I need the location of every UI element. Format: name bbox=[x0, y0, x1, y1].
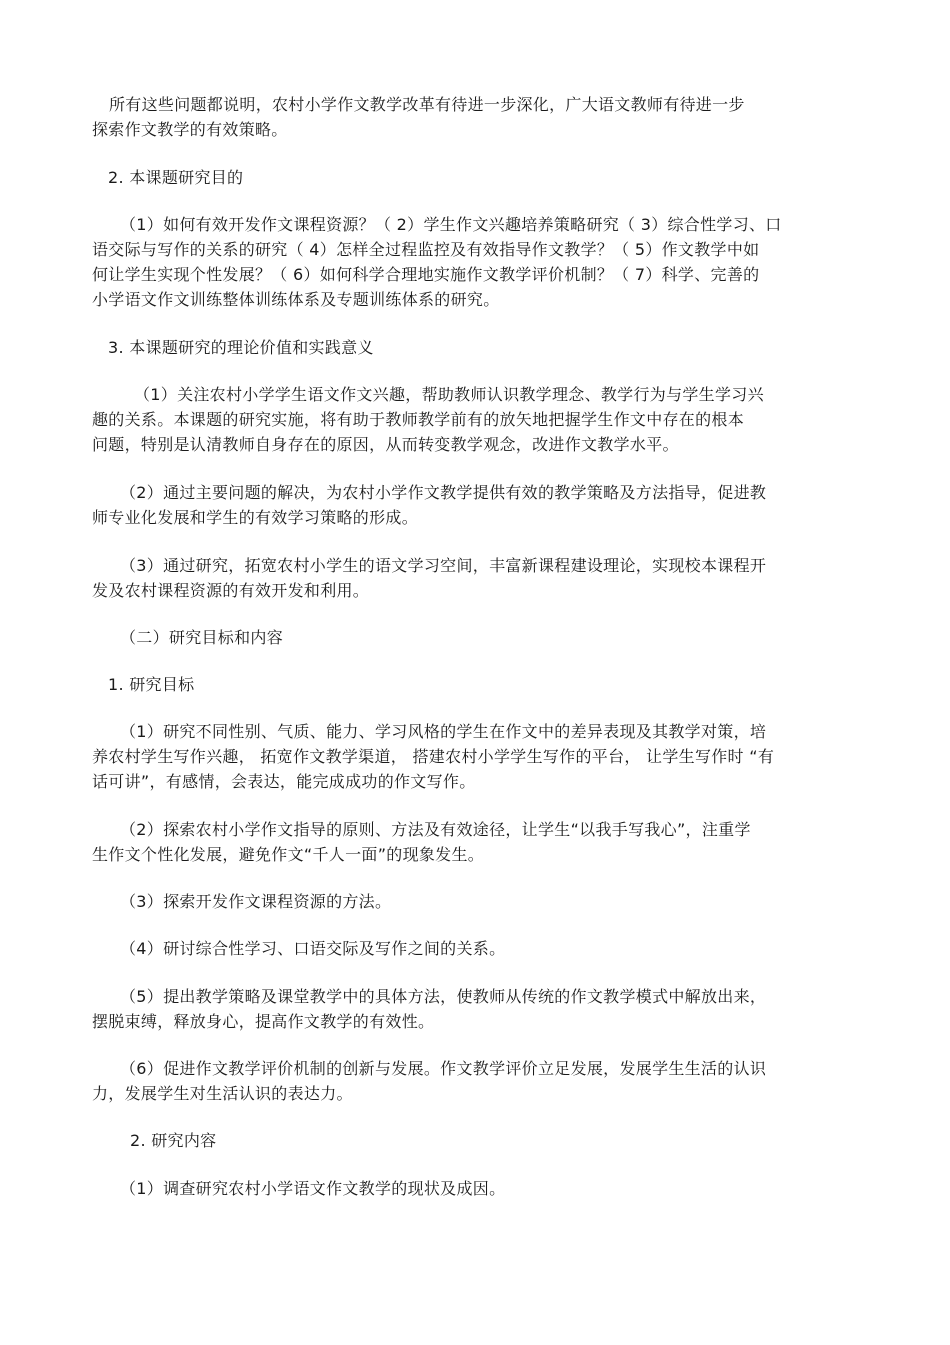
text-line: （2）探索农村小学作文指导的原则、方法及有效途径，让学生“以我手写我心”，注重学 bbox=[120, 820, 751, 839]
text-line: 力，发展学生对生活认识的表达力。 bbox=[92, 1084, 353, 1103]
text-line: 所有这些问题都说明，农村小学作文教学改革有待进一步深化，广大语文教师有待进一步 bbox=[109, 95, 745, 114]
text-line: 发及农村课程资源的有效开发和利用。 bbox=[92, 581, 370, 600]
section-heading: 2. 研究内容 bbox=[130, 1131, 217, 1150]
text-line: （6）促进作文教学评价机制的创新与发展。作文教学评价立足发展，发展学生生活的认识 bbox=[120, 1059, 767, 1078]
text-line: 师专业化发展和学生的有效学习策略的形成。 bbox=[92, 508, 419, 527]
text-line: 何让学生实现个性发展？（ 6）如何科学合理地实施作文教学评价机制？（ 7）科学、完善的 bbox=[92, 265, 760, 284]
text-line: （3）探索开发作文课程资源的方法。 bbox=[120, 892, 392, 911]
text-line: （3）通过研究，拓宽农村小学生的语文学习空间，丰富新课程建设理论，实现校本课程开 bbox=[120, 556, 767, 575]
text-line: 生作文个性化发展，避免作文“千人一面”的现象发生。 bbox=[92, 845, 485, 864]
text-line: 摆脱束缚，释放身心，提高作文教学的有效性。 bbox=[92, 1012, 435, 1031]
text-line: 语交际与写作的关系的研究（ 4）怎样全过程监控及有效指导作文教学？（ 5）作文教学中如 bbox=[92, 240, 760, 259]
text-line: （4）研讨综合性学习、口语交际及写作之间的关系。 bbox=[120, 939, 506, 958]
section-heading: 2. 本课题研究目的 bbox=[108, 168, 244, 187]
section-heading: 3. 本课题研究的理论价值和实践意义 bbox=[108, 338, 374, 357]
text-line: 话可讲”，有感情，会表达，能完成成功的作文写作。 bbox=[92, 772, 476, 791]
text-line: （1）调查研究农村小学语文作文教学的现状及成因。 bbox=[120, 1179, 506, 1198]
text-line: 趣的关系。本课题的研究实施，将有助于教师教学前有的放矢地把握学生作文中存在的根本 bbox=[92, 410, 745, 429]
section-heading: 1. 研究目标 bbox=[108, 675, 195, 694]
text-line: （1）关注农村小学学生语文作文兴趣，帮助教师认识教学理念、教学行为与学生学习兴 bbox=[134, 385, 764, 404]
text-line: 小学语文作文训练整体训练体系及专题训练体系的研究。 bbox=[92, 290, 500, 309]
section-heading: （二）研究目标和内容 bbox=[120, 628, 284, 647]
text-line: （2）通过主要问题的解决，为农村小学作文教学提供有效的教学策略及方法指导，促进教 bbox=[120, 483, 767, 502]
text-line: 问题，特别是认清教师自身存在的原因，从而转变教学观念，改进作文教学水平。 bbox=[92, 435, 679, 454]
text-line: （1）如何有效开发作文课程资源？（ 2）学生作文兴趣培养策略研究（ 3）综合性学习、口 bbox=[120, 215, 782, 234]
text-line: （1）研究不同性别、气质、能力、学习风格的学生在作文中的差异表现及其教学对策，培 bbox=[120, 722, 767, 741]
text-line: （5）提出教学策略及课堂教学中的具体方法，使教师从传统的作文教学模式中解放出来， bbox=[120, 987, 767, 1006]
text-line: 养农村学生写作兴趣， 拓宽作文教学渠道， 搭建农村小学学生写作的平台， 让学生写作时 “有 bbox=[92, 747, 775, 766]
text-line: 探索作文教学的有效策略。 bbox=[92, 120, 288, 139]
